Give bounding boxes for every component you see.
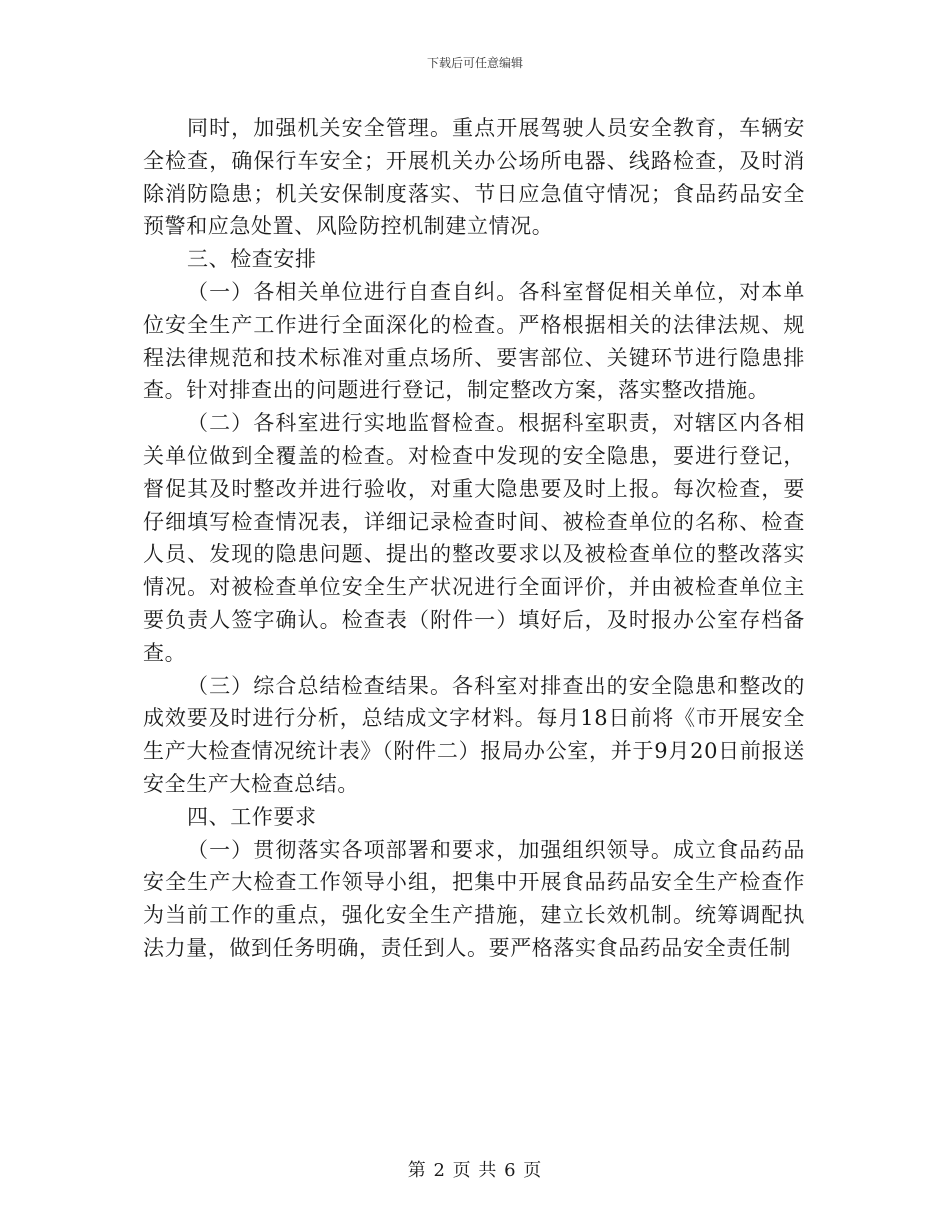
- paragraph-self-inspection: （一）各相关单位进行自查自纠。各科室督促相关单位，对本单位安全生产工作进行全面深化的检查。严格根据相关的法律法规、规程法律规范和技术标准对重点场所、要害部位、关键环节进行隐患排查。针对排查出的问题进行登记，制定整改方案，落实整改措施。: [143, 279, 805, 403]
- page-header-note: 下载后可任意编辑: [426, 56, 523, 70]
- section-heading-inspection-arrangement: 三、检查安排: [187, 247, 317, 272]
- paragraph-onsite-supervision: （二）各科室进行实地监督检查。根据科室职责，对辖区内各相关单位做到全覆盖的检查。对检查中发现的安全隐患，要进行登记，督促其及时整改并进行验收，对重大隐患要及时上报。每次检查，要仔细填写检查情况表，详细记录检查时间、被检查单位的名称、检查人员、发现的隐患问题、提出的整改要求以及被检查单位的整改落实情况。对被检查单位安全生产状况进行全面评价，并由被检查单位主要负责人签字确认。检查表（附件一）填好后，及时报办公室存档备查。: [143, 411, 805, 665]
- paragraph-office-safety: 同时，加强机关安全管理。重点开展驾驶人员安全教育，车辆安全检查，确保行车安全；开展机关办公场所电器、线路检查，及时消除消防隐患；机关安保制度落实、节日应急值守情况；食品药品安全预警和应急处置、风险防控机制建立情况。: [143, 116, 805, 239]
- document-body: [143, 112, 805, 965]
- page-number-footer: 第 2 页 共 6 页: [407, 1160, 543, 1181]
- paragraph-organization-leadership: （一）贯彻落实各项部署和要求，加强组织领导。成立食品药品安全生产大检查工作领导小组，把集中开展食品药品安全生产检查作为当前工作的重点，强化安全生产措施，建立长效机制。统筹调配执法力量，做到任务明确，责任到人。要严格落实食品药品安全责任制: [143, 837, 805, 960]
- section-heading-work-requirements: 四、工作要求: [187, 804, 317, 829]
- paragraph-summary-results: （三）综合总结检查结果。各科室对排查出的安全隐患和整改的成效要及时进行分析，总结成文字材料。每月18日前将《市开展安全生产大检查情况统计表》（附件二）报局办公室，并于9月20日前报送安全生产大检查总结。: [143, 673, 805, 796]
